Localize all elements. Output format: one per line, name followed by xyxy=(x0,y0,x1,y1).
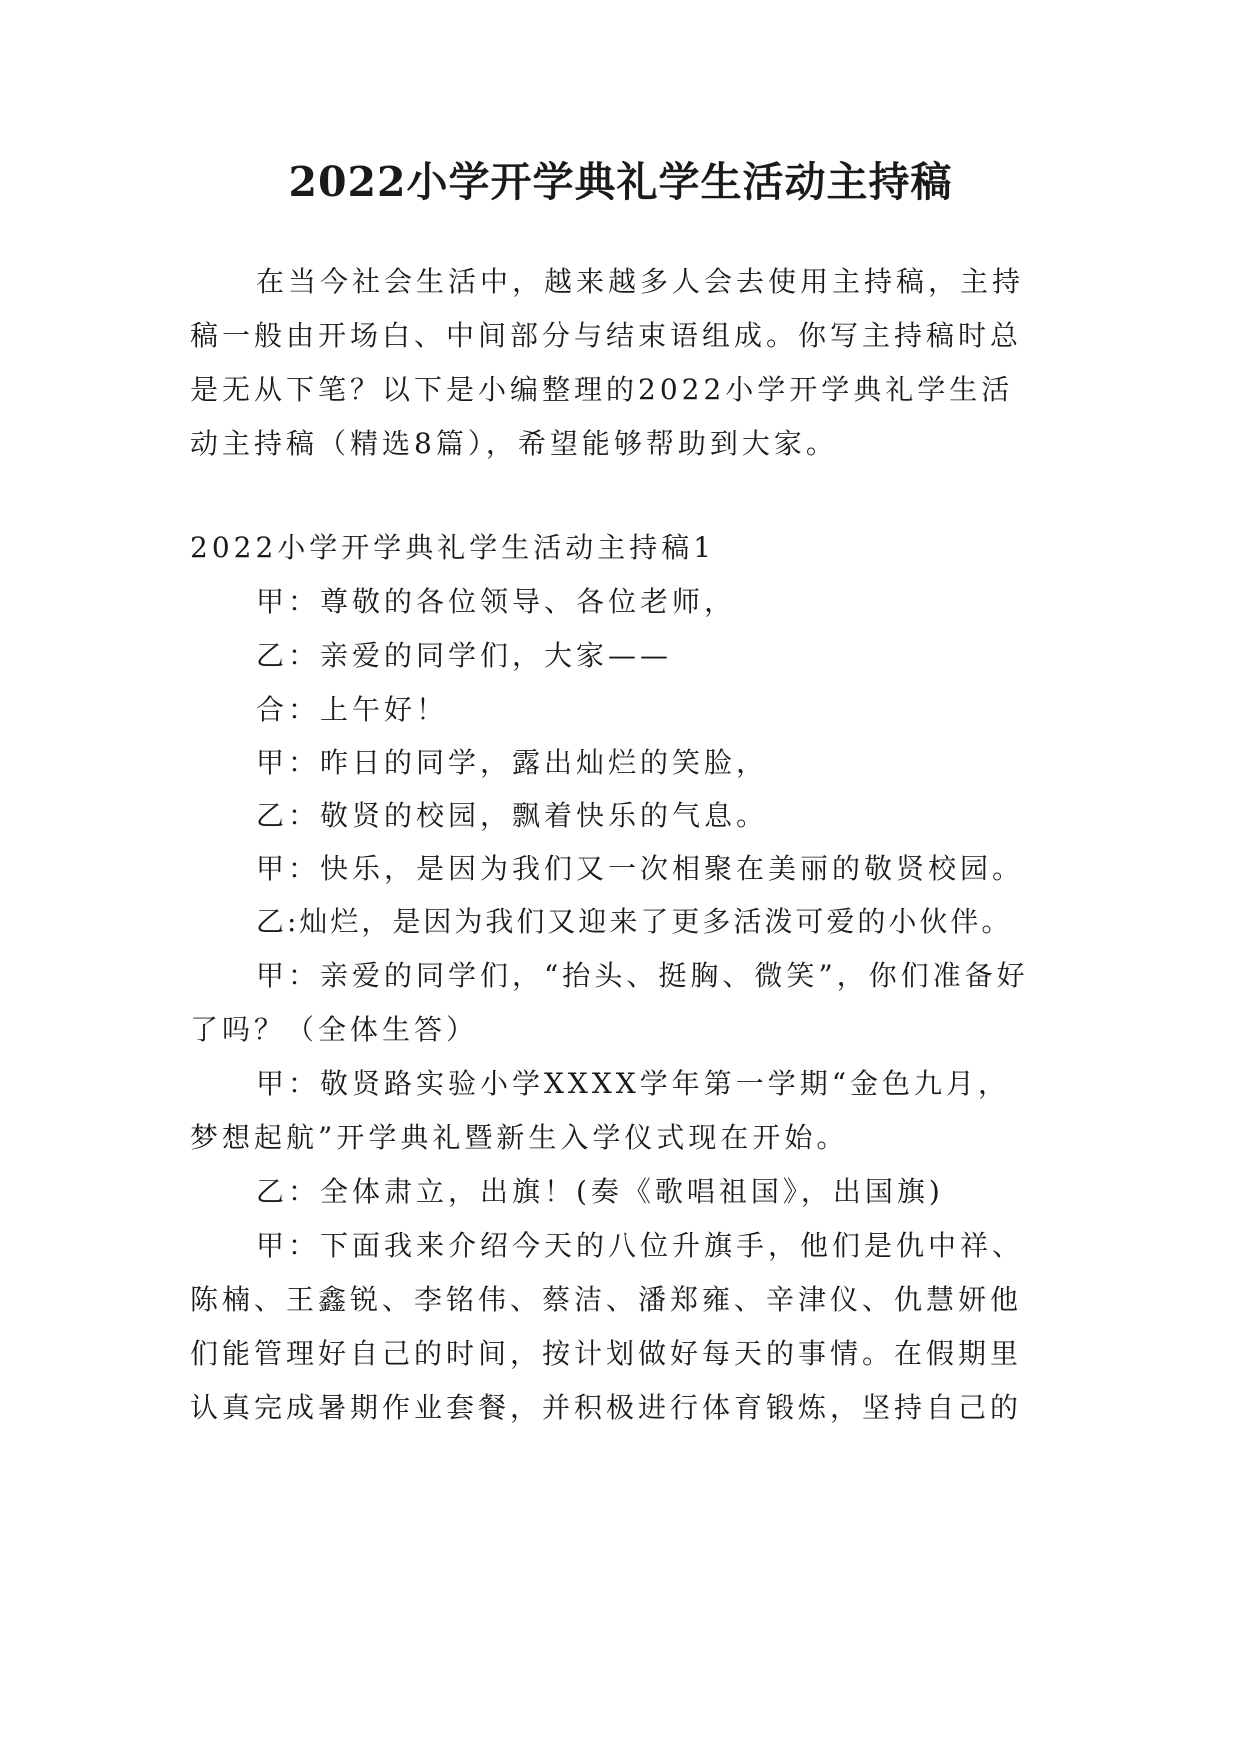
body-line: 了吗？（全体生答） xyxy=(190,1013,479,1046)
intro-line: 稿一般由开场白、中间部分与结束语组成。你写主持稿时总 xyxy=(190,319,1023,352)
body-line: 甲：昨日的同学，露出灿烂的笑脸， xyxy=(256,746,769,779)
body-line: 乙：敬贤的校园，飘着快乐的气息。 xyxy=(256,799,769,832)
body-line: 乙:灿烂，是因为我们又迎来了更多活泼可爱的小伙伴。 xyxy=(256,905,1013,938)
intro-line: 动主持稿（精选8篇），希望能够帮助到大家。 xyxy=(190,427,838,460)
intro-line: 在当今社会生活中，越来越多人会去使用主持稿，主持 xyxy=(256,265,1025,298)
body-line: 甲：快乐，是因为我们又一次相聚在美丽的敬贤校园。 xyxy=(256,852,1025,885)
body-line: 梦想起航”开学典礼暨新生入学仪式现在开始。 xyxy=(190,1121,849,1154)
body-line: 乙：全体肃立，出旗！(奏《歌唱祖国》，出国旗) xyxy=(256,1175,944,1208)
section-heading: 2022小学开学典礼学生活动主持稿1 xyxy=(190,531,716,564)
body-line: 甲：下面我来介绍今天的八位升旗手，他们是仇中祥、 xyxy=(256,1229,1025,1262)
body-line: 甲：亲爱的同学们，“抬头、挺胸、微笑”，你们准备好 xyxy=(256,959,1029,992)
body-line: 认真完成暑期作业套餐，并积极进行体育锻炼，坚持自己的 xyxy=(190,1391,1023,1424)
body-line: 合：上午好！ xyxy=(256,693,449,726)
body-line: 甲：尊敬的各位领导、各位老师， xyxy=(256,585,737,618)
body-line: 乙：亲爱的同学们，大家—— xyxy=(256,639,673,672)
document-title: 2022小学开学典礼学生活动主持稿 xyxy=(288,158,953,206)
intro-line: 是无从下笔？以下是小编整理的2022小学开学典礼学生活 xyxy=(190,373,1014,406)
body-line: 甲：敬贤路实验小学XXXX学年第一学期“金色九月， xyxy=(256,1067,1011,1100)
body-line: 们能管理好自己的时间，按计划做好每天的事情。在假期里 xyxy=(190,1337,1023,1370)
body-line: 陈楠、王鑫锐、李铭伟、蔡洁、潘郑雍、辛津仪、仇慧妍他 xyxy=(190,1283,1023,1316)
